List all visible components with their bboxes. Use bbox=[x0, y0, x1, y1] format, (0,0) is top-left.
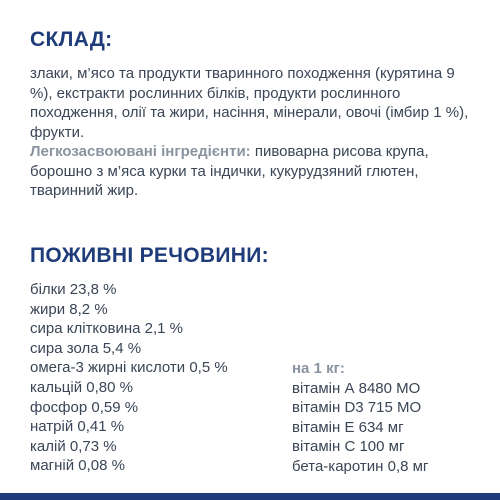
vitamin-item: вітамін D3 715 МО bbox=[292, 399, 422, 417]
nutrient-item: калій 0,73 % bbox=[30, 437, 117, 455]
nutrients-list bbox=[30, 280, 228, 476]
nutrient-item: фосфор 0,59 % bbox=[30, 398, 139, 416]
nutrient-item: сира клітковина 2,1 % bbox=[30, 320, 183, 338]
nutrient-item: натрій 0,41 % bbox=[30, 418, 125, 436]
nutrient-item: магній 0,08 % bbox=[30, 457, 125, 475]
nutrient-item: білки 23,8 % bbox=[30, 281, 117, 298]
digestible-ingredients-text: пивоварна рисова крупа, борошно з м’яса курки та індички, кукурудзяний глютен, тваринний жир. bbox=[30, 143, 429, 200]
vitamin-item: вітамін С 100 мг bbox=[292, 438, 405, 456]
nutrient-item: омега-3 жирні кислоти 0,5 % bbox=[30, 359, 228, 377]
bottom-accent-bar bbox=[0, 493, 500, 500]
composition-text: злаки, м’ясо та продукти тваринного походження (курятина 9 %), екстракти рослинних білків, продукти рослинного походження, олії та жири, насіння, мінерали, овочі (імбир 1 %), фрукти. bbox=[30, 65, 469, 141]
nutrients-heading: ПОЖИВНІ РЕЧОВИНИ: bbox=[30, 244, 269, 267]
nutrient-item: жири 8,2 % bbox=[30, 300, 108, 318]
nutrient-item: кальцій 0,80 % bbox=[30, 378, 133, 396]
per-kg-label: на 1 кг: bbox=[292, 360, 345, 377]
vitamin-item: бета-каротин 0,8 мг bbox=[292, 457, 429, 475]
digestible-ingredients bbox=[30, 142, 480, 201]
vitamins-list bbox=[292, 359, 428, 477]
composition-heading: СКЛАД: bbox=[30, 28, 113, 51]
vitamin-item: вітамін Е 634 мг bbox=[292, 418, 404, 436]
digestible-ingredients-label: Легкозасвоювані інгредієнти: bbox=[30, 143, 251, 160]
vitamin-item: вітамін А 8480 МО bbox=[292, 379, 421, 397]
nutrient-item: сира зола 5,4 % bbox=[30, 339, 142, 357]
